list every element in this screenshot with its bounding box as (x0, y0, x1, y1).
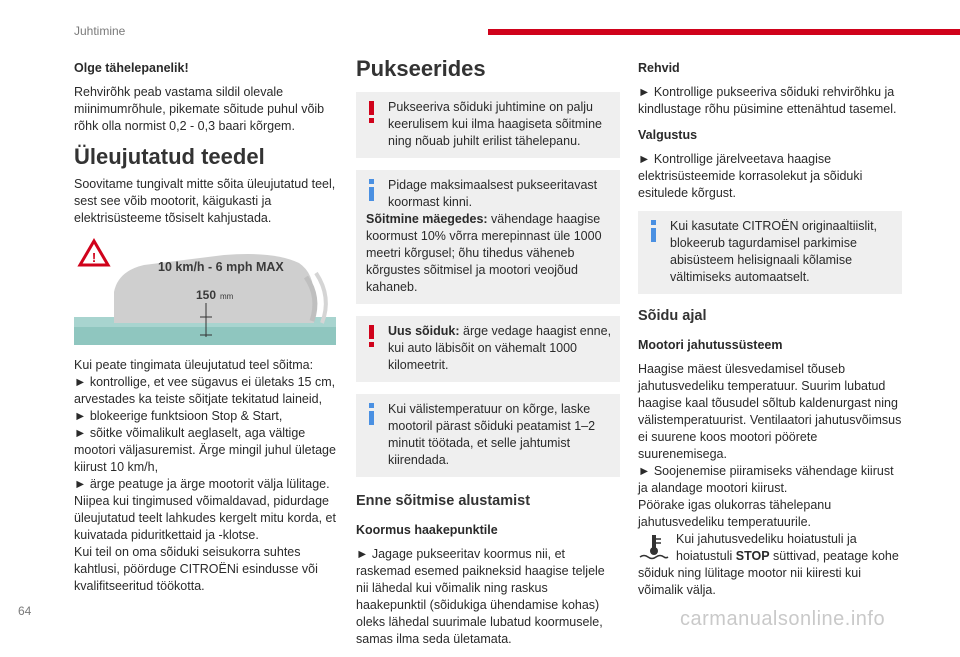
flooded-road-illustration (74, 237, 336, 345)
svg-text:!: ! (91, 250, 97, 265)
attention-text: Rehvirõhk peab vastama sildil olevale miinimumrõhule, pikemate sõitude puhul võib rõhk olla normist 0,2 - 0,3 baari kõrgem. (74, 85, 325, 133)
warning-bold-new-vehicle: Uus sõiduk: (388, 324, 460, 338)
water-depth-unit: mm (220, 292, 234, 301)
warning-exclamation-icon (365, 325, 379, 347)
flooded-line-5: ► ärge peatuge ja ärge mootorit välja lülitage. (74, 477, 330, 491)
info-box-3 (638, 211, 902, 294)
coolant-warning-pre: Kui jahutusvedeliku hoiatustuli ja hoiatustuli (676, 532, 857, 563)
info-text-2: Kui välistemperatuur on kõrge, laske mootoril pärast sõiduki peatamist 1–2 minutit töötada, et selle jahtumist kiirendada. (388, 402, 596, 467)
tyres-text: ► Kontrollige pukseeriva sõiduki rehvirõhku ja kindlustage rõhu püsimine ettenähtud tasemel. (638, 85, 897, 116)
warning-text-1: Pukseeriva sõiduki juhtimine on palju keerulisem kui ilma haagiseta sõitmine ning nõuab juhilt erilist tähelepanu. (388, 100, 602, 148)
cooling-heading: Mootori jahutussüsteem (638, 338, 783, 352)
warning-box-1 (356, 92, 620, 158)
section-title: Juhtimine (74, 24, 126, 38)
info-icon (365, 403, 379, 425)
while-driving-heading: Sõidu ajal (638, 308, 707, 324)
speed-limit-label: 10 km/h - 6 mph MAX (158, 260, 284, 274)
watermark: carmanualsonline.info (680, 608, 886, 630)
flooded-line-3: ► blokeerige funktsioon Stop & Start, (74, 409, 283, 423)
coolant-temperature-icon (638, 533, 670, 561)
info-text-3: Kui kasutate CITROËN originaaltiislit, blokeerub tagurdamisel parkimise abisüsteem helisignaali kõlamise vältimiseks automaatselt. (670, 219, 878, 284)
lighting-heading: Valgustus (638, 128, 698, 142)
before-driving-heading: Enne sõitmise alustamist (356, 493, 531, 509)
coolant-warning-post: süttivad, peatage kohe sõiduk ning lülitage mootor nii kiiresti kui võimalik välja. (638, 549, 899, 597)
warning-box-2 (356, 316, 620, 382)
info-text-mountains: vähendage haagise koormust 10% võrra merepinnast üle 1000 meetri kõrgusel; õhu tihedus väheneb kõrgustes sõitmisel ja mootori veojõud kahaneb. (366, 212, 602, 294)
info-icon (365, 179, 379, 201)
flooded-intro: Soovitame tungivalt mitte sõita üleujutatud teel, sest see võib mootorit, käigukasti ja elektrisüsteeme tõsiselt kahjustada. (74, 177, 336, 225)
info-box-2 (356, 394, 620, 477)
flooded-line-6: Niipea kui tingimused võimaldavad, pidurdage üleujutatud teelt lahkudes kergelt mitu korda, et kuivatada piduritkettaid ja -klotse. (74, 494, 336, 542)
flooded-line-1: Kui peate tingimata üleujutatud teel sõitma: (74, 358, 314, 372)
flooded-line-4: ► sõitke võimalikult aeglaselt, aga vältige mootori väljasuremist. Ärge mingil juhul ületage kiirust 10 km/h, (74, 426, 336, 474)
info-text-1: Pidage maksimaalsest pukseeritavast koormast kinni. (388, 178, 598, 209)
hitch-load-heading: Koormus haakepunktile (356, 523, 498, 537)
cooling-text: Haagise mäest ülesvedamisel tõuseb jahutusvedeliku temperatuur. Suurim lubatud haagise kaal tõusudel sõltub kaldenurgast ning välistemperatuurist. Ventilaatori jahutusvõimsus ei suurene koos mootori pöörete suurenemisega. (638, 362, 902, 461)
attention-heading: Olge tähelepanelik! (74, 61, 189, 75)
warning-text-new-vehicle: ärge vedage haagist enne, kui auto läbisõit on vähemalt 1000 kilomeetrit. (388, 324, 612, 372)
cooling-bullet: ► Soojenemise piiramiseks vähendage kiirust ja alandage mootori kiirust. (638, 464, 894, 495)
towing-heading: Pukseerides (356, 56, 486, 81)
column-right (638, 52, 902, 599)
page-number: 64 (18, 604, 32, 618)
column-left (74, 52, 336, 595)
info-box-1 (356, 170, 620, 304)
header-accent-bar (488, 29, 960, 35)
info-icon (647, 220, 661, 242)
cooling-note: Pöörake igas olukorras tähelepanu jahutusvedeliku temperatuurile. (638, 498, 832, 529)
lighting-text: ► Kontrollige järelveetava haagise elektrisüsteemide korrasolekut ja sõiduki esitulede kõrgust. (638, 152, 863, 200)
column-middle (356, 52, 620, 657)
coolant-warning-stop: STOP (735, 549, 770, 563)
flooded-line-2: ► kontrollige, et vee sügavus ei ületaks 15 cm, arvestades ka teiste sõitjate tekitatud laineid, (74, 375, 336, 406)
tyres-heading: Rehvid (638, 61, 680, 75)
flooded-line-7: Kui teil on oma sõiduki seisukorra suhtes kahtlusi, pöörduge CITROËNi esindusse või kvalifitseeritud töökotta. (74, 545, 318, 593)
info-bold-mountains: Sõitmine mäegedes: (366, 212, 488, 226)
flooded-roads-heading: Üleujutatud teedel (74, 144, 265, 169)
water-depth-value: 150 (196, 288, 217, 302)
hitch-load-text: ► Jagage pukseeritav koormus nii, et raskemad esemed paikneksid haagise teljele nii lähedal kui võimalik ning raskus haakepunktil (sõidukiga ühendamise kohas) oleks lähedal suurimale lubatud koormusele, samas ilma seda ületamata. (356, 547, 605, 646)
warning-exclamation-icon (365, 101, 379, 123)
coolant-warning (638, 531, 902, 599)
